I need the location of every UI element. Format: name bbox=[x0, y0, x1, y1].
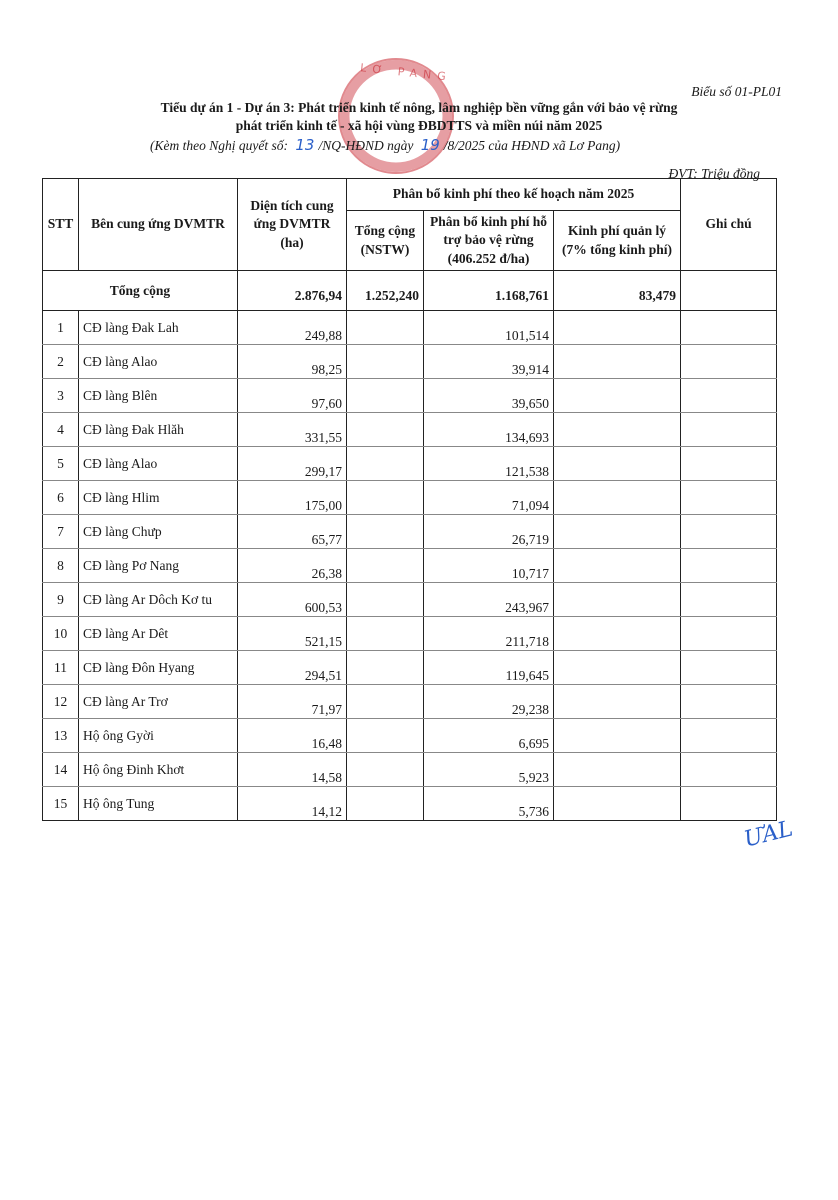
table-row bbox=[43, 413, 777, 447]
total-row bbox=[43, 271, 777, 311]
row-supplier-name: CĐ làng Ar Dêt bbox=[79, 617, 238, 651]
row-notes bbox=[681, 447, 777, 481]
row-supplier-name: CĐ làng Ar Dôch Kơ tu bbox=[79, 583, 238, 617]
row-management-fee bbox=[554, 447, 681, 481]
row-forest-support: 39,650 bbox=[424, 379, 554, 413]
row-notes bbox=[681, 651, 777, 685]
row-notes bbox=[681, 413, 777, 447]
document-title-line2: phát triển kinh tế - xã hội vùng ĐBDTTS và miền núi năm 2025 bbox=[235, 118, 603, 133]
table-row bbox=[43, 685, 777, 719]
row-stt: 3 bbox=[43, 379, 79, 413]
row-supplier-name: Hộ ông Đinh Khơt bbox=[79, 753, 238, 787]
row-forest-support: 119,645 bbox=[424, 651, 554, 685]
row-area: 331,55 bbox=[238, 413, 347, 447]
row-area: 97,60 bbox=[238, 379, 347, 413]
row-supplier-name: Hộ ông Gyời bbox=[79, 719, 238, 753]
row-stt: 6 bbox=[43, 481, 79, 515]
row-total-nstw bbox=[347, 685, 424, 719]
row-management-fee bbox=[554, 345, 681, 379]
row-stt: 1 bbox=[43, 311, 79, 345]
header-area: Diện tích cung ứng DVMTR (ha) bbox=[238, 179, 347, 271]
row-area: 175,00 bbox=[238, 481, 347, 515]
row-total-nstw bbox=[347, 447, 424, 481]
row-notes bbox=[681, 481, 777, 515]
row-forest-support: 243,967 bbox=[424, 583, 554, 617]
row-notes bbox=[681, 345, 777, 379]
row-stt: 14 bbox=[43, 753, 79, 787]
row-area: 16,48 bbox=[238, 719, 347, 753]
row-management-fee bbox=[554, 651, 681, 685]
row-total-nstw bbox=[347, 379, 424, 413]
row-notes bbox=[681, 685, 777, 719]
table-row bbox=[43, 651, 777, 685]
row-management-fee bbox=[554, 413, 681, 447]
total-nstw: 1.252,240 bbox=[347, 271, 424, 311]
row-stt: 12 bbox=[43, 685, 79, 719]
row-stt: 8 bbox=[43, 549, 79, 583]
row-forest-support: 134,693 bbox=[424, 413, 554, 447]
total-notes bbox=[681, 271, 777, 311]
row-notes bbox=[681, 311, 777, 345]
row-management-fee bbox=[554, 753, 681, 787]
stamp-text: LƠ PANG bbox=[359, 61, 453, 84]
row-management-fee bbox=[554, 379, 681, 413]
header-allocation-group: Phân bổ kinh phí theo kế hoạch năm 2025 bbox=[347, 179, 681, 211]
row-area: 249,88 bbox=[238, 311, 347, 345]
total-management-fee: 83,479 bbox=[554, 271, 681, 311]
row-management-fee bbox=[554, 787, 681, 821]
row-forest-support: 5,923 bbox=[424, 753, 554, 787]
row-management-fee bbox=[554, 719, 681, 753]
row-area: 26,38 bbox=[238, 549, 347, 583]
form-number: Biểu số 01-PL01 bbox=[691, 84, 782, 99]
row-stt: 15 bbox=[43, 787, 79, 821]
table-row bbox=[43, 549, 777, 583]
row-area: 600,53 bbox=[238, 583, 347, 617]
row-notes bbox=[681, 515, 777, 549]
row-notes bbox=[681, 787, 777, 821]
row-area: 299,17 bbox=[238, 447, 347, 481]
row-total-nstw bbox=[347, 719, 424, 753]
table-row bbox=[43, 379, 777, 413]
row-stt: 5 bbox=[43, 447, 79, 481]
row-stt: 4 bbox=[43, 413, 79, 447]
row-management-fee bbox=[554, 583, 681, 617]
unit-label: ĐVT: Triệu đồng bbox=[668, 166, 760, 181]
row-area: 14,58 bbox=[238, 753, 347, 787]
row-stt: 2 bbox=[43, 345, 79, 379]
table-row bbox=[43, 345, 777, 379]
table-row bbox=[43, 447, 777, 481]
row-management-fee bbox=[554, 685, 681, 719]
header-total-nstw: Tổng cộng (NSTW) bbox=[347, 211, 424, 271]
table-row bbox=[43, 583, 777, 617]
row-total-nstw bbox=[347, 515, 424, 549]
row-forest-support: 39,914 bbox=[424, 345, 554, 379]
total-forest-support: 1.168,761 bbox=[424, 271, 554, 311]
table-row bbox=[43, 753, 777, 787]
row-supplier-name: CĐ làng Pơ Nang bbox=[79, 549, 238, 583]
table-row bbox=[43, 311, 777, 345]
row-supplier-name: CĐ làng Alao bbox=[79, 447, 238, 481]
attach-prefix: (Kèm theo Nghị quyết số: bbox=[150, 138, 288, 153]
row-supplier-name: CĐ làng Đôn Hyang bbox=[79, 651, 238, 685]
table-row bbox=[43, 787, 777, 821]
row-forest-support: 211,718 bbox=[424, 617, 554, 651]
table-row bbox=[43, 481, 777, 515]
row-management-fee bbox=[554, 311, 681, 345]
resolution-reference bbox=[150, 136, 620, 154]
row-management-fee bbox=[554, 481, 681, 515]
row-stt: 10 bbox=[43, 617, 79, 651]
row-management-fee bbox=[554, 549, 681, 583]
row-area: 65,77 bbox=[238, 515, 347, 549]
row-forest-support: 71,094 bbox=[424, 481, 554, 515]
table-row bbox=[43, 617, 777, 651]
row-forest-support: 10,717 bbox=[424, 549, 554, 583]
total-label: Tổng cộng bbox=[43, 271, 238, 311]
header-management-fee: Kinh phí quản lý (7% tổng kinh phí) bbox=[554, 211, 681, 271]
row-forest-support: 101,514 bbox=[424, 311, 554, 345]
header-notes: Ghi chú bbox=[681, 179, 777, 271]
row-total-nstw bbox=[347, 311, 424, 345]
row-notes bbox=[681, 753, 777, 787]
row-stt: 9 bbox=[43, 583, 79, 617]
row-supplier-name: CĐ làng Đak Lah bbox=[79, 311, 238, 345]
row-total-nstw bbox=[347, 787, 424, 821]
row-supplier-name: CĐ làng Alao bbox=[79, 345, 238, 379]
row-notes bbox=[681, 617, 777, 651]
row-forest-support: 29,238 bbox=[424, 685, 554, 719]
row-forest-support: 121,538 bbox=[424, 447, 554, 481]
resolution-day: 19 bbox=[420, 136, 440, 154]
row-total-nstw bbox=[347, 617, 424, 651]
table-row bbox=[43, 515, 777, 549]
resolution-number: 13 bbox=[295, 136, 315, 154]
row-notes bbox=[681, 583, 777, 617]
row-supplier-name: CĐ làng Blên bbox=[79, 379, 238, 413]
row-total-nstw bbox=[347, 481, 424, 515]
attach-suffix: /8/2025 của HĐND xã Lơ Pang) bbox=[443, 138, 621, 153]
row-area: 521,15 bbox=[238, 617, 347, 651]
total-area: 2.876,94 bbox=[238, 271, 347, 311]
row-forest-support: 5,736 bbox=[424, 787, 554, 821]
row-supplier-name: CĐ làng Đak Hlăh bbox=[79, 413, 238, 447]
header-supplier: Bên cung ứng DVMTR bbox=[79, 179, 238, 271]
header-forest-support: Phân bổ kinh phí hỗ trợ bảo vệ rừng (406.252 đ/ha) bbox=[424, 211, 554, 271]
row-area: 71,97 bbox=[238, 685, 347, 719]
row-total-nstw bbox=[347, 583, 424, 617]
row-management-fee bbox=[554, 515, 681, 549]
row-total-nstw bbox=[347, 549, 424, 583]
header-stt: STT bbox=[43, 179, 79, 271]
row-supplier-name: Hộ ông Tung bbox=[79, 787, 238, 821]
row-stt: 7 bbox=[43, 515, 79, 549]
row-total-nstw bbox=[347, 413, 424, 447]
handwritten-signature: ƯAL bbox=[741, 816, 796, 853]
attach-mid: /NQ-HĐND ngày bbox=[318, 138, 414, 153]
row-stt: 13 bbox=[43, 719, 79, 753]
row-area: 294,51 bbox=[238, 651, 347, 685]
row-notes bbox=[681, 549, 777, 583]
row-notes bbox=[681, 719, 777, 753]
row-stt: 11 bbox=[43, 651, 79, 685]
row-total-nstw bbox=[347, 651, 424, 685]
table-row bbox=[43, 719, 777, 753]
row-management-fee bbox=[554, 617, 681, 651]
row-area: 98,25 bbox=[238, 345, 347, 379]
row-supplier-name: CĐ làng Hlim bbox=[79, 481, 238, 515]
row-notes bbox=[681, 379, 777, 413]
row-supplier-name: CĐ làng Ar Trơ bbox=[79, 685, 238, 719]
allocation-table bbox=[42, 178, 777, 821]
row-forest-support: 6,695 bbox=[424, 719, 554, 753]
row-area: 14,12 bbox=[238, 787, 347, 821]
row-forest-support: 26,719 bbox=[424, 515, 554, 549]
row-total-nstw bbox=[347, 345, 424, 379]
row-total-nstw bbox=[347, 753, 424, 787]
row-supplier-name: CĐ làng Chưp bbox=[79, 515, 238, 549]
document-title-line1: Tiểu dự án 1 - Dự án 3: Phát triển kinh tế nông, lâm nghiệp bền vững gắn với bảo vệ rừng bbox=[160, 100, 678, 115]
